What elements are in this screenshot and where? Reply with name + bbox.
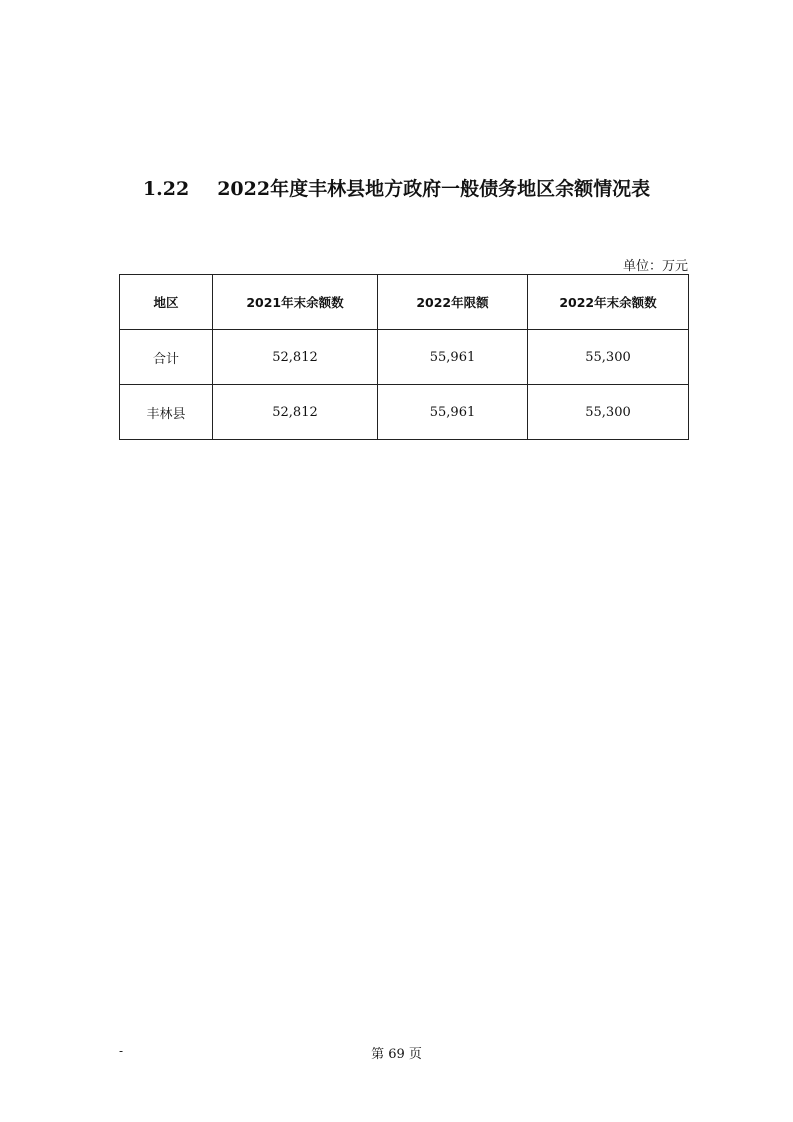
cell-2022-limit: 55,961	[378, 330, 528, 385]
document-title	[0, 174, 793, 201]
cell-2021-end-balance: 52,812	[213, 330, 378, 385]
footer-dash: -	[119, 1044, 124, 1058]
cell-2022-limit: 55,961	[378, 385, 528, 440]
table-row	[120, 385, 689, 440]
header-region: 地区	[120, 275, 213, 330]
cell-2021-end-balance: 52,812	[213, 385, 378, 440]
header-2021-end-balance: 2021年末余额数	[213, 275, 378, 330]
page-number: 第 69 页	[371, 1047, 422, 1062]
cell-2022-end-balance: 55,300	[528, 330, 689, 385]
table-header-row	[120, 275, 689, 330]
cell-2022-end-balance: 55,300	[528, 385, 689, 440]
title-text: 2022年度丰林县地方政府一般债务地区余额情况表	[217, 178, 651, 200]
cell-region: 合计	[120, 330, 213, 385]
header-2022-end-balance: 2022年末余额数	[528, 275, 689, 330]
header-2022-limit: 2022年限额	[378, 275, 528, 330]
section-number: 1.22	[142, 178, 190, 200]
debt-table	[119, 274, 689, 440]
unit-label: 单位：万元	[622, 259, 688, 274]
cell-region: 丰林县	[120, 385, 213, 440]
table-row	[120, 330, 689, 385]
